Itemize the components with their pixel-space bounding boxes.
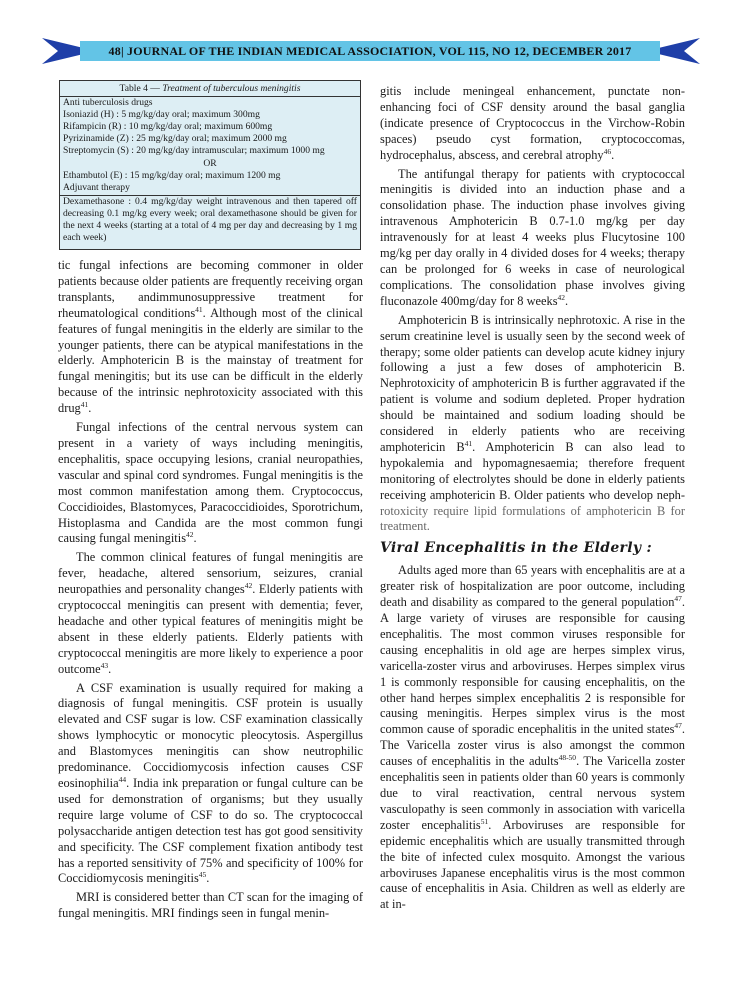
right-paragraph-1: gitis include meningeal enhancement, punctate non-enhancing foci of CSF density around the basal ganglia (indicate presence of Cryptococcus in the Virchow-Robin spaces) pseudo cyst formation, cryptococcomas, hydrocephalus, abscess, and cerebral atrophy$^{46}$. <box>380 84 685 162</box>
table-or: OR <box>203 157 217 169</box>
running-head: 48| JOURNAL OF THE INDIAN MEDICAL ASSOCIATION, VOL 115, NO 12, DECEMBER 2017 <box>80 41 660 61</box>
left-paragraph-2: Fungal infections of the central nervous system can present in a variety of ways including meningitis, encephalitis, space occupying lesions, cranial neuropathies, vascular and spinal cord syndromes. Fungal meningitis is the most common manifestation among them. Cryptococcus, Coccidioides, Blastomyces, Paracoccidioides, Sporotrichum, Histoplasma and Candida are the most common fungi causing fungal meningitis$^{42}$. <box>58 420 363 546</box>
right-paragraph-2: The antifungal therapy for patients with cryptococcal meningitis is divided into an induction phase and a consolidation phase. The induction phase involves giving intravenous Amphotericin B 0.7-1.0 mg/kg per day intravenously for at least 4 weeks plus Flucytosine 100 mg/kg per day orally in 4 divided doses for 4 weeks; therapy can be prolonged for 6 weeks in case of neurological complications. The consolidation phase involves giving fluconazole 400mg/day for 8 weeks$^{42}$. <box>380 166 685 308</box>
left-paragraph-1: tic fungal infections are becoming commoner in older patients because older patients are frequently receiving organ transplants, andimmunosuppressive treatment for rheumatological conditions$^{41}$. Although most of the clinical features of fungal meningitis in the elderly are similar to the younger patients, there can be atypical manifestations in the elderly. Amphotericin B is the mainstay of treatment for fungal meningitis; but its use can be difficult in the elderly because of the intrinsic nephrotoxicity associated with this drug$^{41}$. <box>58 258 363 416</box>
table-4-tuberculous-meningitis <box>59 80 361 250</box>
table-row: Pyrizinamide (Z) : 25 mg/kg/day oral; maximum 2000 mg <box>63 133 287 145</box>
right-paragraph-4: Adults aged more than 65 years with encephalitis are at a greater risk of hospitalization are poor outcome, including death and disability as compared to the general population$^{47}$. A large variety of viruses are responsible for causing encephalitis. The most common viruses responsible for causing encephalitis in old age are herpes simplex virus, varicella-zoster virus and arboviruses. Herpes simplex virus 1 is commonly responsible for causing encephalitis, on the other hand herpes simplex encephalitis 2 is responsible for causing meningitis. Herpes simplex virus is the most common cause of sporadic encephalitis in the united states$^{47}$. The Varicella zoster virus is also amongst the common causes of encephalitis in the adults$^{48-50}$. The Varicella zoster encephalitis seen in patients older than 60 years is commonly due to viral reactivation, central nervous system vasculopathy is seen commonly in association with varicella zoster encephalitis$^{51}$. Arboviruses are responsible for epidemic encephalitis which are usually transmitted through the bite of infected culex mosquito. Amongst the various arboviruses Japanese encephalitis virus is the most common cause of encephalitis in Asia. Children as well as elderly are at in- <box>380 563 685 912</box>
right-paragraph-3-gray: rotoxicity require lipid formulations of amphotericin B for treatment. <box>380 503 685 534</box>
left-paragraph-5: MRI is considered better than CT scan for the imaging of fungal meningitis. MRI findings seen in fungal menin- <box>58 890 363 921</box>
table-row: Rifampicin (R) : 10 mg/kg/day oral; maximum 600mg <box>63 121 273 133</box>
table-row: Ethambutol (E) : 15 mg/kg/day oral; maximum 1200 mg <box>63 169 281 181</box>
table-row: Streptomycin (S) : 20 mg/kg/day intramuscular; maximum 1000 mg <box>63 145 325 157</box>
right-column <box>380 84 685 913</box>
section-heading-viral-encephalitis: Viral Encephalitis in the Elderly : <box>380 540 652 557</box>
table-title-prefix: Table 4 — <box>119 83 163 94</box>
left-paragraph-4: A CSF examination is usually required for making a diagnosis of fungal meningitis. CSF protein is usually elevated and CSF sugar is low. CSF examination classically shows lymphocytic or monocytic pleocytosis. Aspergillus and Blastomyces meningitis can show neutrophilic predominance. Coccidiomycosis infection causes CSF eosinophilia$^{44}$. India ink preparation or fungal culture can be used for demonstration of organisms; but they usually require large volume of CSF to do so. The cryptococcal polysaccharide antigen detection test has got good sensitivity and specificity. The CSF complement fixation antibody test has a reported sensitivity of 75% and specificity of 100% for Coccidiomycosis meningitis$^{45}$. <box>58 680 363 886</box>
table-title-italic: Treatment of tuberculous meningitis <box>162 83 301 94</box>
left-column <box>58 258 363 922</box>
right-paragraph-3: Amphotericin B is intrinsically nephrotoxic. A rise in the serum creatinine level is usually seen by the second week of therapy; some older patients can develop acute kidney injury following a just a few doses of amphotericin B. Nephrotoxicity of amphotericin B is further aggravated if the patient is volume and sodium depleted. Proper hydration should be maintained and sodium loading should be considered in elderly patients who are receiving amphotericin $B^{41}$. Amphotericin B can also lead to hypokalemia and hypomagnesaemia; therefore frequent monitoring of electrolytes should be done in elderly patients receiving amphotericin B. Older patients who develop neph- rotoxicity require lipid formulations of amphotericin B for treatment. <box>380 312 686 534</box>
table-row: Anti tuberculosis drugs <box>63 97 153 109</box>
table-row: Adjuvant therapy <box>63 181 130 193</box>
table-row: Isoniazid (H) : 5 mg/kg/day oral; maximum 300mg <box>63 109 260 121</box>
table-dexamethasone-row: Dexamethasone : 0.4 mg/kg/day weight intravenous and then tapered off decreasing 0.1 mg/kg every week; oral dexamethasone should be given for the next 4 weeks (starting at a total of 4 mg per day and decreasing by 1 mg each week) <box>63 195 357 244</box>
table-title <box>63 83 357 95</box>
left-paragraph-3: The common clinical features of fungal meningitis are fever, headache, altered sensorium, seizures, cranial neuropathies and personality changes$^{42}$. Elderly patients with cryptococcal meningitis can present with dementia; fever, headache and other typical features of meningitis might be absent in these elderly patients. Elderly patients with cryptococcal meningitis are more likely to experience a poor outcome$^{43}$. <box>58 550 363 676</box>
